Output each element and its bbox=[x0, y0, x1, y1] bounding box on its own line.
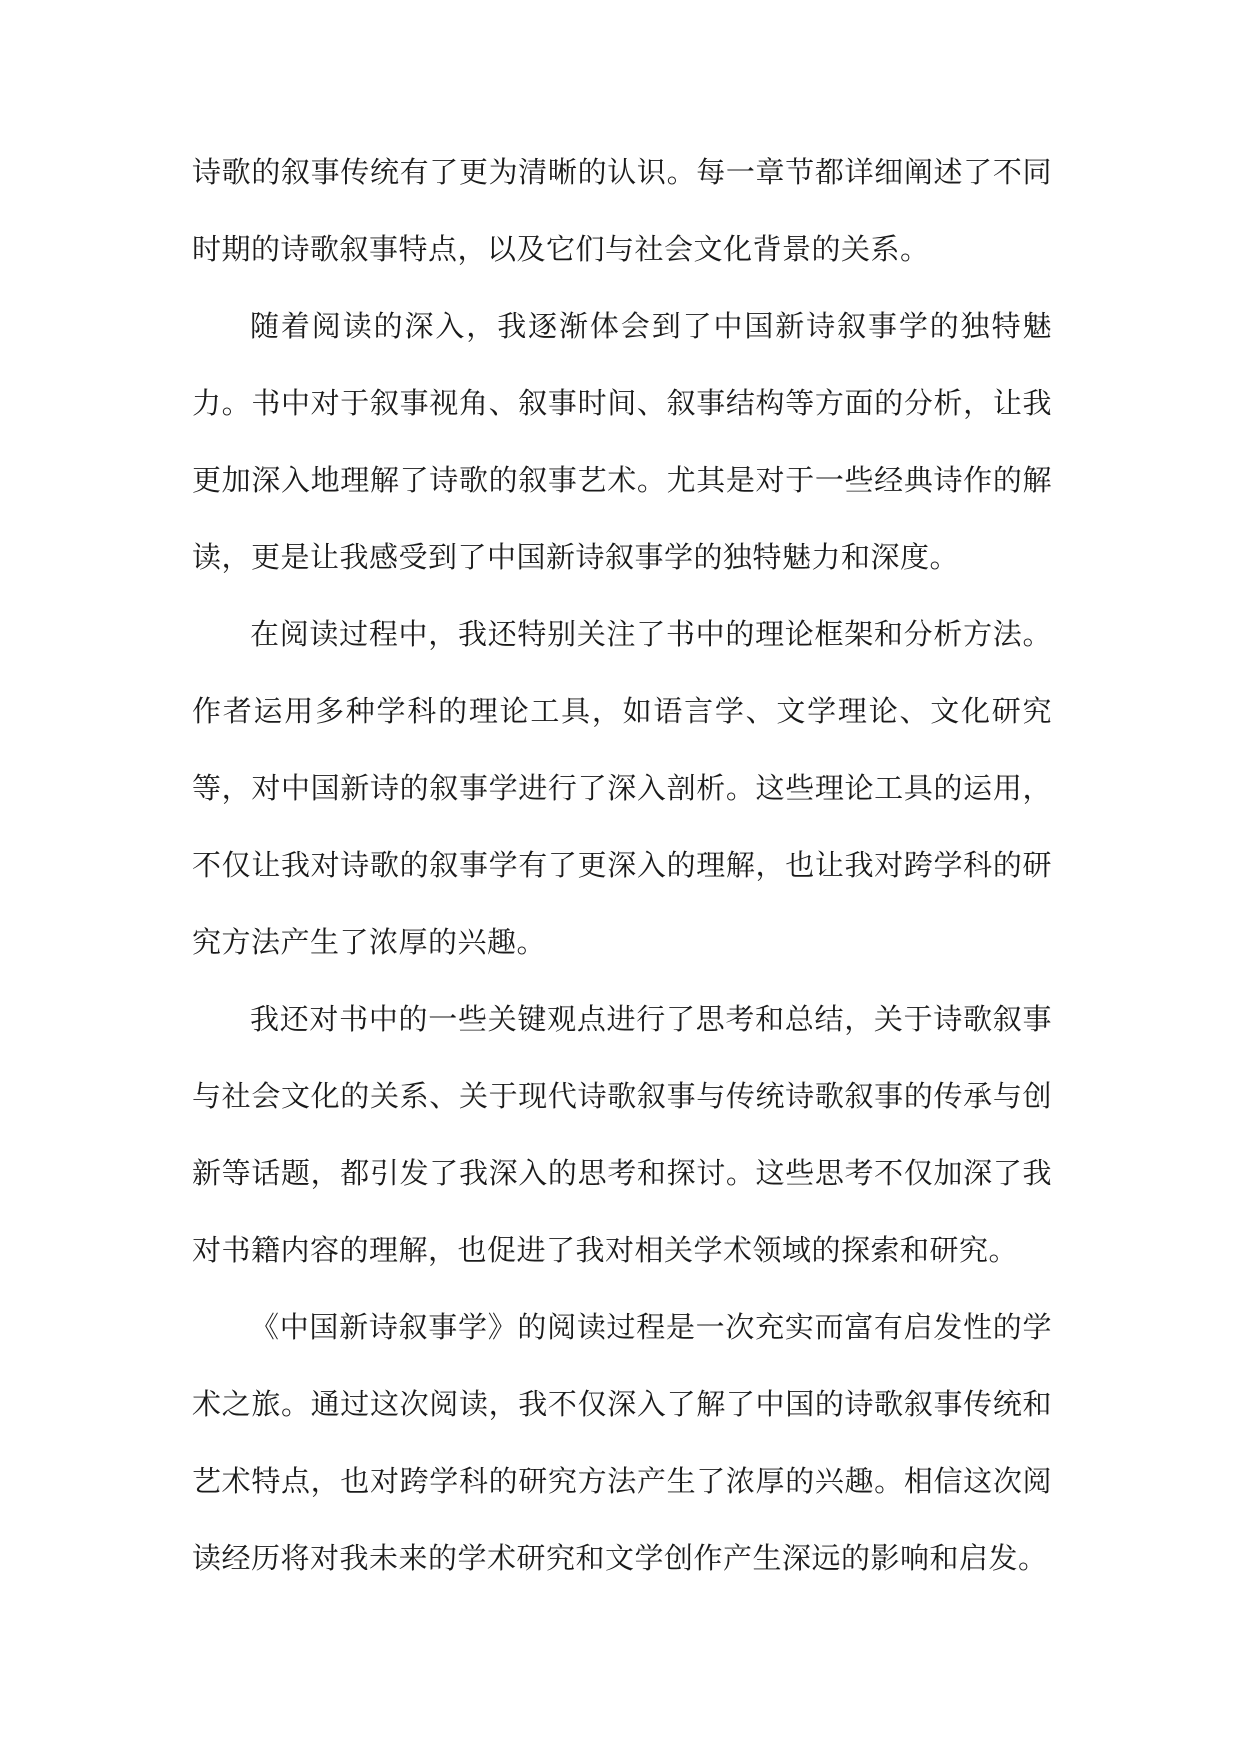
document-body bbox=[192, 134, 1052, 1597]
paragraph-narrative-charm: 随着阅读的深入，我逐渐体会到了中国新诗叙事学的独特魅力。书中对于叙事视角、叙事时间、叙事结构等方面的分析，让我更加深入地理解了诗歌的叙事艺术。尤其是对于一些经典诗作的解读，更是让我感受到了中国新诗叙事学的独特魅力和深度。 bbox=[192, 309, 1052, 574]
paragraph-key-viewpoints: 我还对书中的一些关键观点进行了思考和总结，关于诗歌叙事与社会文化的关系、关于现代诗歌叙事与传统诗歌叙事的传承与创新等话题，都引发了我深入的思考和探讨。这些思考不仅加深了我对书籍内容的理解，也促进了我对相关学术领域的探索和研究。 bbox=[192, 1002, 1052, 1267]
paragraph-conclusion: 《中国新诗叙事学》的阅读过程是一次充实而富有启发性的学术之旅。通过这次阅读，我不仅深入了解了中国的诗歌叙事传统和艺术特点，也对跨学科的研究方法产生了浓厚的兴趣。相信这次阅读经历将对我未来的学术研究和文学创作产生深远的影响和启发。 bbox=[192, 1310, 1052, 1575]
paragraph-theory-framework: 在阅读过程中，我还特别关注了书中的理论框架和分析方法。作者运用多种学科的理论工具，如语言学、文学理论、文化研究等，对中国新诗的叙事学进行了深入剖析。这些理论工具的运用，不仅让我对诗歌的叙事学有了更深入的理解，也让我对跨学科的研究方法产生了浓厚的兴趣。 bbox=[192, 617, 1052, 959]
paragraph-continuation: 诗歌的叙事传统有了更为清晰的认识。每一章节都详细阐述了不同时期的诗歌叙事特点，以及它们与社会文化背景的关系。 bbox=[192, 155, 1052, 266]
